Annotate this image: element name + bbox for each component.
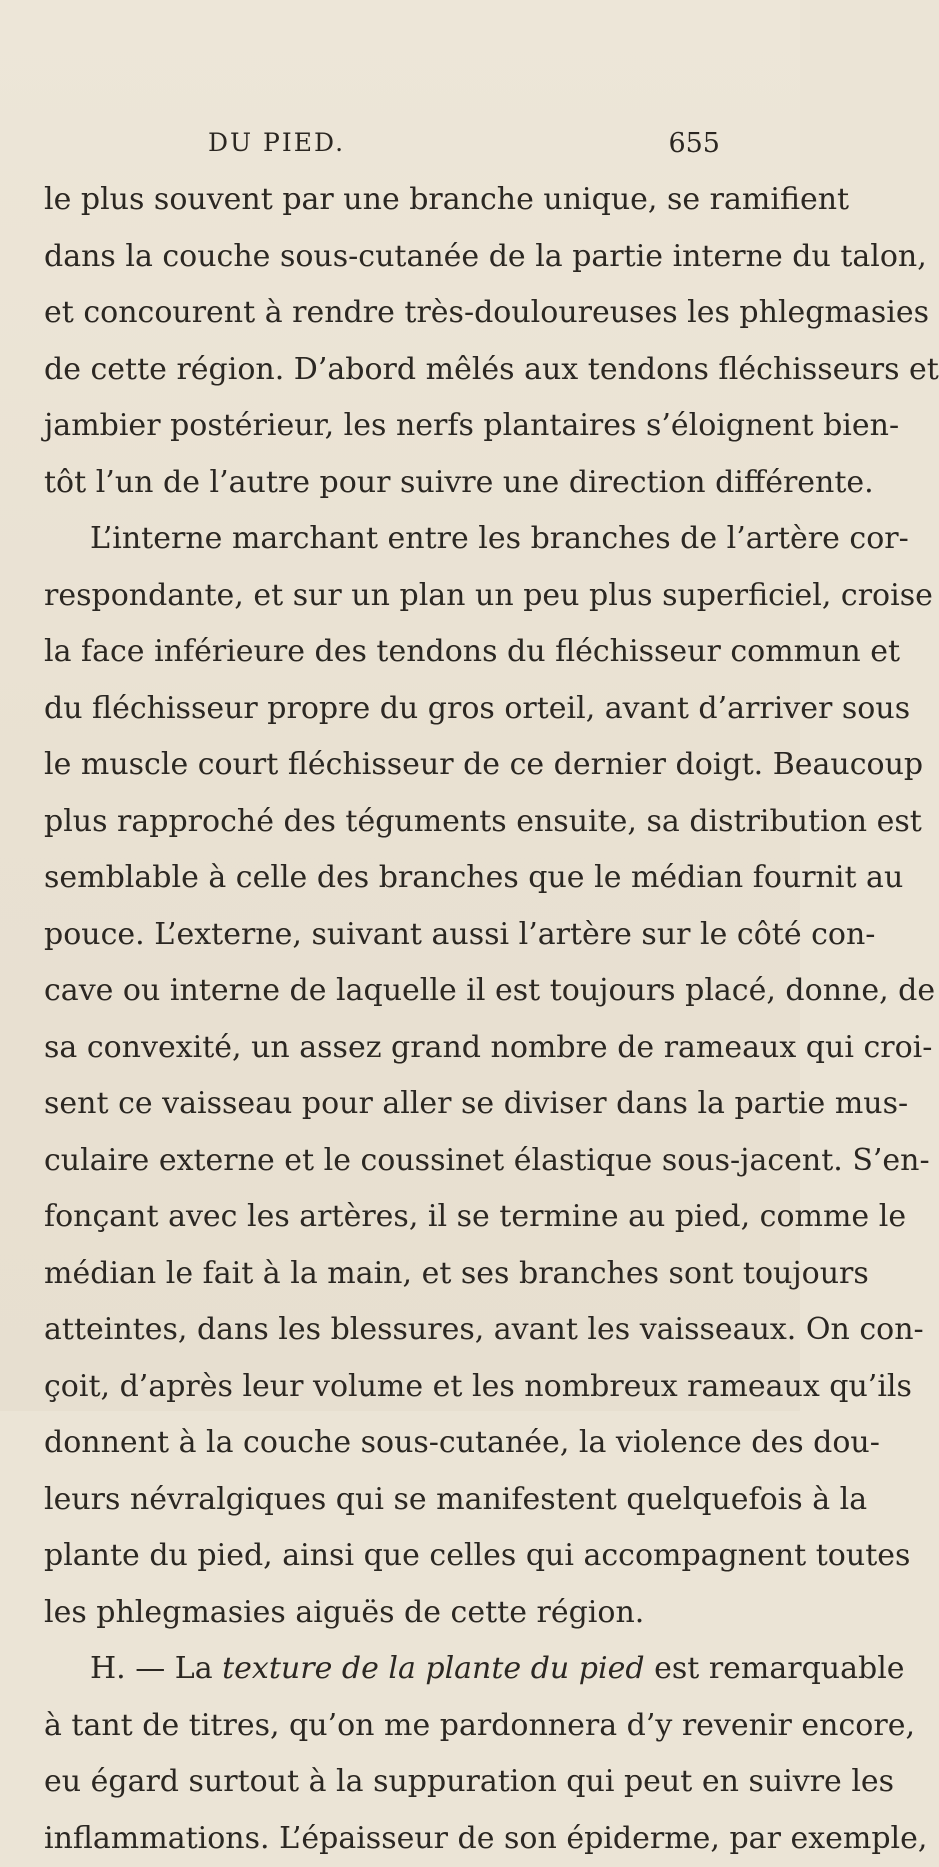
text-line: atteintes, dans les blessures, avant les vaisseaux. On con- — [44, 1302, 770, 1359]
text-line: respondante, et sur un plan un peu plus superficiel, croise — [44, 568, 770, 625]
text-line: plante du pied, ainsi que celles qui accompagnent toutes — [44, 1528, 770, 1585]
text-line: pouce. L’externe, suivant aussi l’artère sur le côté con- — [44, 907, 770, 964]
text-line: sa convexité, un assez grand nombre de rameaux qui croi- — [44, 1020, 770, 1077]
text-line: inflammations. L’épaisseur de son épiderme, par exemple, — [44, 1811, 770, 1867]
text-line: semblable à celle des branches que le médian fournit au — [44, 850, 770, 907]
running-head — [208, 128, 720, 168]
text-line: leurs névralgiques qui se manifestent quelquefois à la — [44, 1472, 770, 1529]
body-text — [44, 172, 770, 1867]
text-line: et concourent à rendre très-douloureuses les phlegmasies — [44, 285, 770, 342]
text-line: plus rapproché des téguments ensuite, sa distribution est — [44, 794, 770, 851]
text-line: fonçant avec les artères, il se termine au pied, comme le — [44, 1189, 770, 1246]
text-line: de cette région. D’abord mêlés aux tendons fléchisseurs et — [44, 342, 770, 399]
text-line: donnent à la couche sous-cutanée, la violence des dou- — [44, 1415, 770, 1472]
text-line: le muscle court fléchisseur de ce dernier doigt. Beaucoup — [44, 737, 770, 794]
text-line: dans la couche sous-cutanée de la partie interne du talon, — [44, 229, 770, 286]
text-line: à tant de titres, qu’on me pardonnera d’y revenir encore, — [44, 1698, 770, 1755]
running-title: DU PIED. — [208, 128, 345, 157]
text-line: eu égard surtout à la suppuration qui peut en suivre les — [44, 1754, 770, 1811]
text-line: tôt l’un de l’autre pour suivre une direction différente. — [44, 455, 770, 512]
paragraph — [44, 1641, 770, 1867]
italic-phrase: texture de la plante du pied — [222, 1651, 644, 1686]
text-line: L’interne marchant entre les branches de l’artère cor- — [44, 511, 770, 568]
paragraph — [44, 511, 770, 1641]
text-line: çoit, d’après leur volume et les nombreux rameaux qu’ils — [44, 1359, 770, 1416]
text-line: les phlegmasies aiguës de cette région. — [44, 1585, 770, 1642]
text-line: le plus souvent par une branche unique, se ramifient — [44, 172, 770, 229]
text-line: H. — La texture de la plante du pied est remarquable — [44, 1641, 770, 1698]
text-line: culaire externe et le coussinet élastique sous-jacent. S’en- — [44, 1133, 770, 1190]
text-line: cave ou interne de laquelle il est toujours placé, donne, de — [44, 963, 770, 1020]
page-number: 655 — [668, 128, 720, 159]
text-line: sent ce vaisseau pour aller se diviser dans la partie mus- — [44, 1076, 770, 1133]
text-line: médian le fait à la main, et ses branches sont toujours — [44, 1246, 770, 1303]
paragraph — [44, 172, 770, 511]
text-line: du fléchisseur propre du gros orteil, avant d’arriver sous — [44, 681, 770, 738]
text-line: la face inférieure des tendons du fléchisseur commun et — [44, 624, 770, 681]
text-line: jambier postérieur, les nerfs plantaires s’éloignent bien- — [44, 398, 770, 455]
